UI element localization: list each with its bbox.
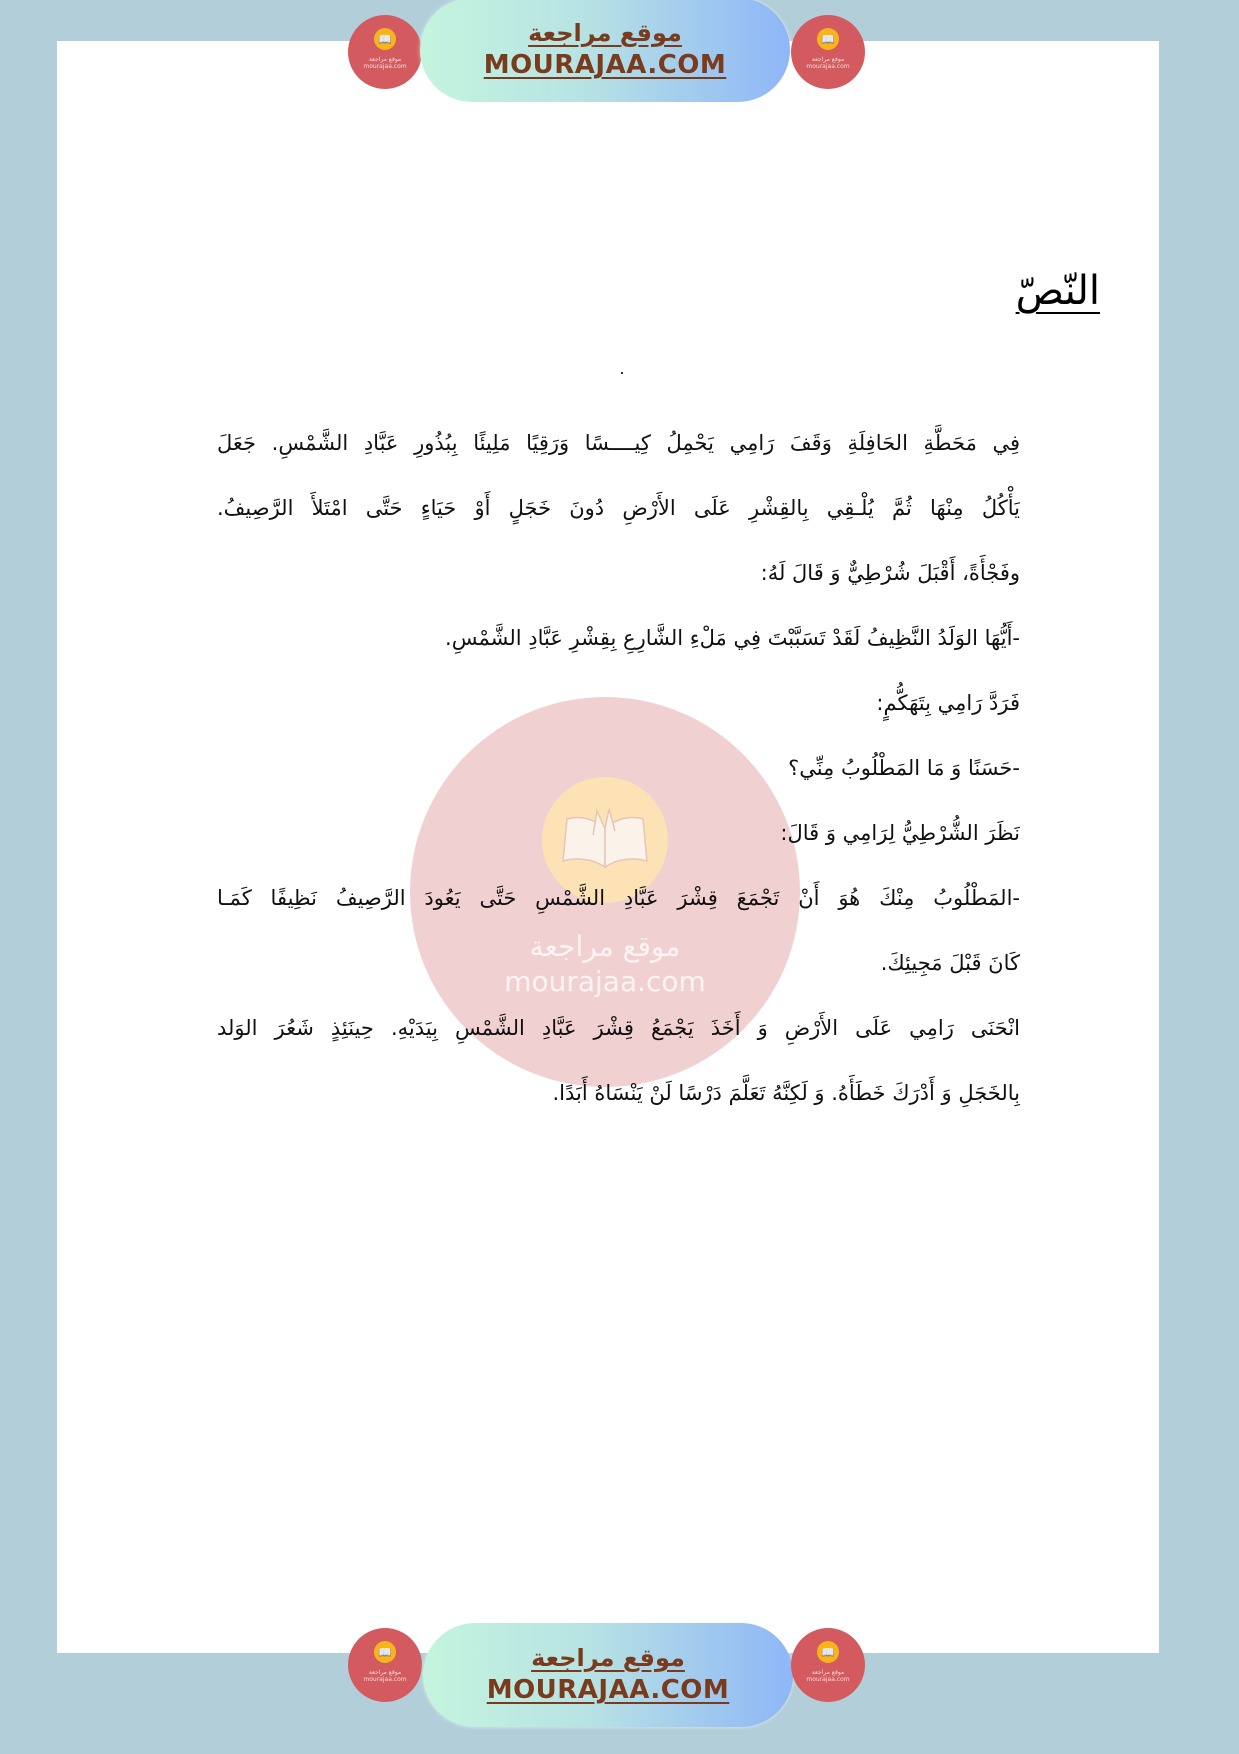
text-line: وفَجْأَةً، أَقْبَلَ شُرْطِيٌّ وَ قَالَ لَهُ: <box>760 561 1020 585</box>
header-badge-right <box>791 15 865 89</box>
text-line: نَظَرَ الشُّرْطِيُّ لِرَامِي وَ قَالَ: <box>780 821 1020 845</box>
book-icon: 📖 <box>817 1641 839 1663</box>
document-title: النّصّ <box>1015 268 1100 314</box>
watermark-text-en: mourajaa.com <box>504 965 706 998</box>
document-body <box>217 420 1020 1135</box>
text-line: كَانَ قَبْلَ مَجِيئِكَ. <box>880 951 1020 975</box>
text-line: -المَطْلُوبُ مِنْكَ هُوَ أَنْ تَجْمَعَ قِشْرَ عَبَّادِ الشَّمْسِ حَتَّى يَعُودَ الرَّصِيفُ نَظِيفًا كَمَـا <box>217 886 1020 910</box>
badge-text: موقع مراجعة mourajaa.com <box>806 1669 850 1683</box>
book-icon: 📖 <box>817 28 839 50</box>
text-line: يَأْكُلُ مِنْهَا ثُمَّ يُلْـقِي بِالقِشْرِ عَلَى الأَرْضِ دُونَ خَجَلٍ أَوْ حَيَاءٍ حَتَّى امْتَلأَ الرَّصِيفُ. <box>217 496 1020 520</box>
text-line: فِي مَحَطَّةِ الحَافِلَةِ وَقَفَ رَامِي يَحْمِلُ كِيــــسًا وَرَقِيًا مَلِيئًا بِبُذُورِ عَبَّادِ الشَّمْسِ. جَعَلَ <box>217 431 1020 455</box>
badge-text: موقع مراجعة mourajaa.com <box>363 56 407 70</box>
text-line: انْحَنَى رَامِي عَلَى الأَرْضِ وَ أَخَذَ يَجْمَعُ قِشْرَ عَبَّادِ الشَّمْسِ بِيَدَيْهِ. حِينَئِذٍ شَعُرَ الوَلد <box>217 1016 1020 1040</box>
footer-site-name-en: MOURAJAA.COM <box>486 1675 730 1705</box>
header-site-name-ar: موقع مراجعة <box>528 19 682 47</box>
text-line: -أَيُّهَا الوَلَدُ النَّظِيفُ لَقَدْ تَسَبَّبْتَ فِي مَلْءِ الشَّارِعِ بِقِشْرِ عَبَّادِ الشَّمْسِ. <box>445 626 1020 650</box>
badge-text: موقع مراجعة mourajaa.com <box>806 56 850 70</box>
text-line: فَرَدَّ رَامِي بِتَهَكُّمٍ: <box>876 691 1020 715</box>
header-site-name-en: MOURAJAA.COM <box>483 50 727 80</box>
footer-badge-left <box>348 1628 422 1702</box>
text-line: -حَسَنًا وَ مَا المَطْلُوبُ مِنِّي؟ <box>788 756 1020 780</box>
header-badge-left <box>348 15 422 89</box>
header-banner[interactable] <box>420 0 790 102</box>
badge-text: موقع مراجعة mourajaa.com <box>363 1669 407 1683</box>
footer-banner[interactable] <box>423 1623 793 1727</box>
stray-dot <box>621 372 623 374</box>
book-icon: 📖 <box>374 1641 396 1663</box>
footer-site-name-ar: موقع مراجعة <box>531 1644 685 1672</box>
watermark-text-ar: موقع مراجعة <box>529 930 681 963</box>
book-icon: 📖 <box>374 28 396 50</box>
footer-badge-right <box>791 1628 865 1702</box>
text-line: بِالخَجَلِ وَ أَدْرَكَ خَطَأَهُ. وَ لَكِنَّهُ تَعَلَّمَ دَرْسًا لَنْ يَنْسَاهُ أَبَدًا. <box>552 1081 1020 1105</box>
